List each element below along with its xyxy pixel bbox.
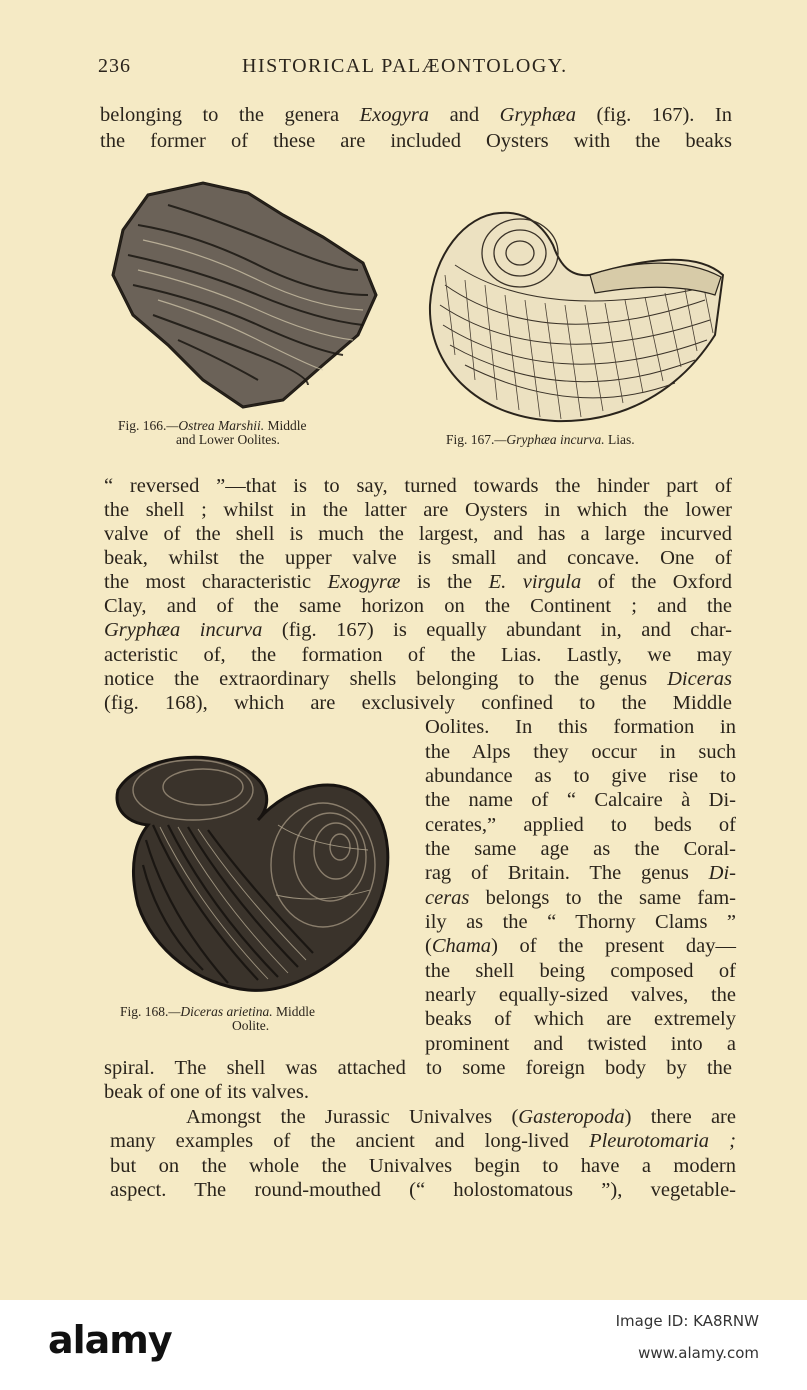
text-line: prominent and twisted into a (425, 1033, 736, 1055)
text-line: aspect. The round-mouthed (“ holostomatous ”), vegetable- (110, 1179, 736, 1201)
italic-term: Exogyræ (327, 571, 401, 593)
italic-term: Gryphæa incurva (104, 619, 263, 641)
fig168-label: Fig. 168. (120, 1004, 169, 1019)
text-line: acteristic of, the formation of the Lias. Lastly, we may (104, 644, 732, 666)
text-line: beaks of which are extremely (425, 1008, 736, 1030)
text-line: valve of the shell is much the largest, and has a large incurved (104, 523, 732, 545)
text-line: the former of these are included Oysters with the beaks (100, 130, 732, 152)
text-line: nearly equally-sized valves, the (425, 984, 736, 1006)
text-line: beak of one of its valves. (104, 1081, 309, 1103)
italic-term: Di- (708, 862, 736, 884)
fig168-rest: Middle (272, 1004, 316, 1019)
fig167-caption (446, 432, 635, 447)
text-line: abundance as to give rise to (425, 765, 736, 787)
text-line: the Alps they occur in such (425, 741, 736, 763)
text-line: spiral. The shell was attached to some foreign body by the (104, 1057, 732, 1079)
text-line: many examples of the ancient and long-lived Pleurotomaria ; (110, 1130, 736, 1152)
fig167-species: —Gryphæa incurva. (494, 432, 605, 447)
italic-term: Exogyra (359, 104, 430, 126)
italic-term: Gryphæa (499, 104, 576, 126)
text-line: beak, whilst the upper valve is small and concave. One of (104, 547, 732, 569)
text-line: (fig. 168), which are exclusively confined to the Middle (104, 692, 732, 714)
italic-term: Pleurotomaria ; (589, 1130, 736, 1152)
running-title: HISTORICAL PALÆONTOLOGY. (242, 55, 568, 77)
italic-term: E. virgula (488, 571, 582, 593)
text-line: notice the extraordinary shells belonging to the genus Diceras (104, 668, 732, 690)
italic-term: Diceras (667, 668, 732, 690)
text-line: the most characteristic Exogyræ is the E. virgula of the Oxford (104, 571, 732, 593)
fig167-rest: Lias. (604, 432, 635, 447)
text-line: but on the whole the Univalves begin to have a modern (110, 1155, 736, 1177)
text-line: cerates,” applied to beds of (425, 814, 736, 836)
text-line: (Chama) of the present day— (425, 935, 736, 957)
image-id: Image ID: KA8RNW (615, 1312, 759, 1330)
text-line: Amongst the Jurassic Univalves (Gasteropoda) there are (110, 1106, 736, 1128)
text-line: ily as the “ Thorny Clams ” (425, 911, 736, 933)
fig168-caption-line1 (120, 1004, 315, 1019)
gryphaea-incurva-figure (425, 205, 725, 427)
fig166-species: —Ostrea Marshii. (166, 418, 265, 433)
watermark-url: www.alamy.com (638, 1344, 759, 1362)
text-line: Gryphæa incurva (fig. 167) is equally abundant in, and char- (104, 619, 732, 641)
text-line: the shell ; whilst in the latter are Oysters in which the lower (104, 499, 732, 521)
text-line: Oolites. In this formation in (425, 716, 736, 738)
text-line: Clay, and of the same horizon on the Continent ; and the (104, 595, 732, 617)
ostrea-marshii-figure (108, 175, 380, 415)
page-number: 236 (98, 55, 131, 77)
text-line: the name of “ Calcaire à Di- (425, 789, 736, 811)
text-line: ceras belongs to the same fam- (425, 887, 736, 909)
fig168-caption-line2: Oolite. (232, 1018, 270, 1033)
fig167-label: Fig. 167. (446, 432, 495, 447)
fig166-caption-line1 (118, 418, 307, 433)
text-line: the shell being composed of (425, 960, 736, 982)
text-line: belonging to the genera Exogyra and Gryphæa (fig. 167). In (100, 104, 732, 126)
fig166-label: Fig. 166. (118, 418, 167, 433)
text-line: rag of Britain. The genus Di- (425, 862, 736, 884)
italic-term: Chama (431, 935, 492, 957)
text-line: “ reversed ”—that is to say, turned towards the hinder part of (104, 475, 732, 497)
fig168-species: —Diceras arietina. (168, 1004, 273, 1019)
diceras-arietina-figure (108, 745, 393, 997)
alamy-logo: alamy (48, 1318, 172, 1362)
fig166-caption-line2: and Lower Oolites. (176, 432, 280, 447)
italic-term: Gasteropoda (518, 1106, 625, 1128)
text-line: the same age as the Coral- (425, 838, 736, 860)
italic-term: ceras (425, 887, 470, 909)
fig166-rest: Middle (264, 418, 307, 433)
